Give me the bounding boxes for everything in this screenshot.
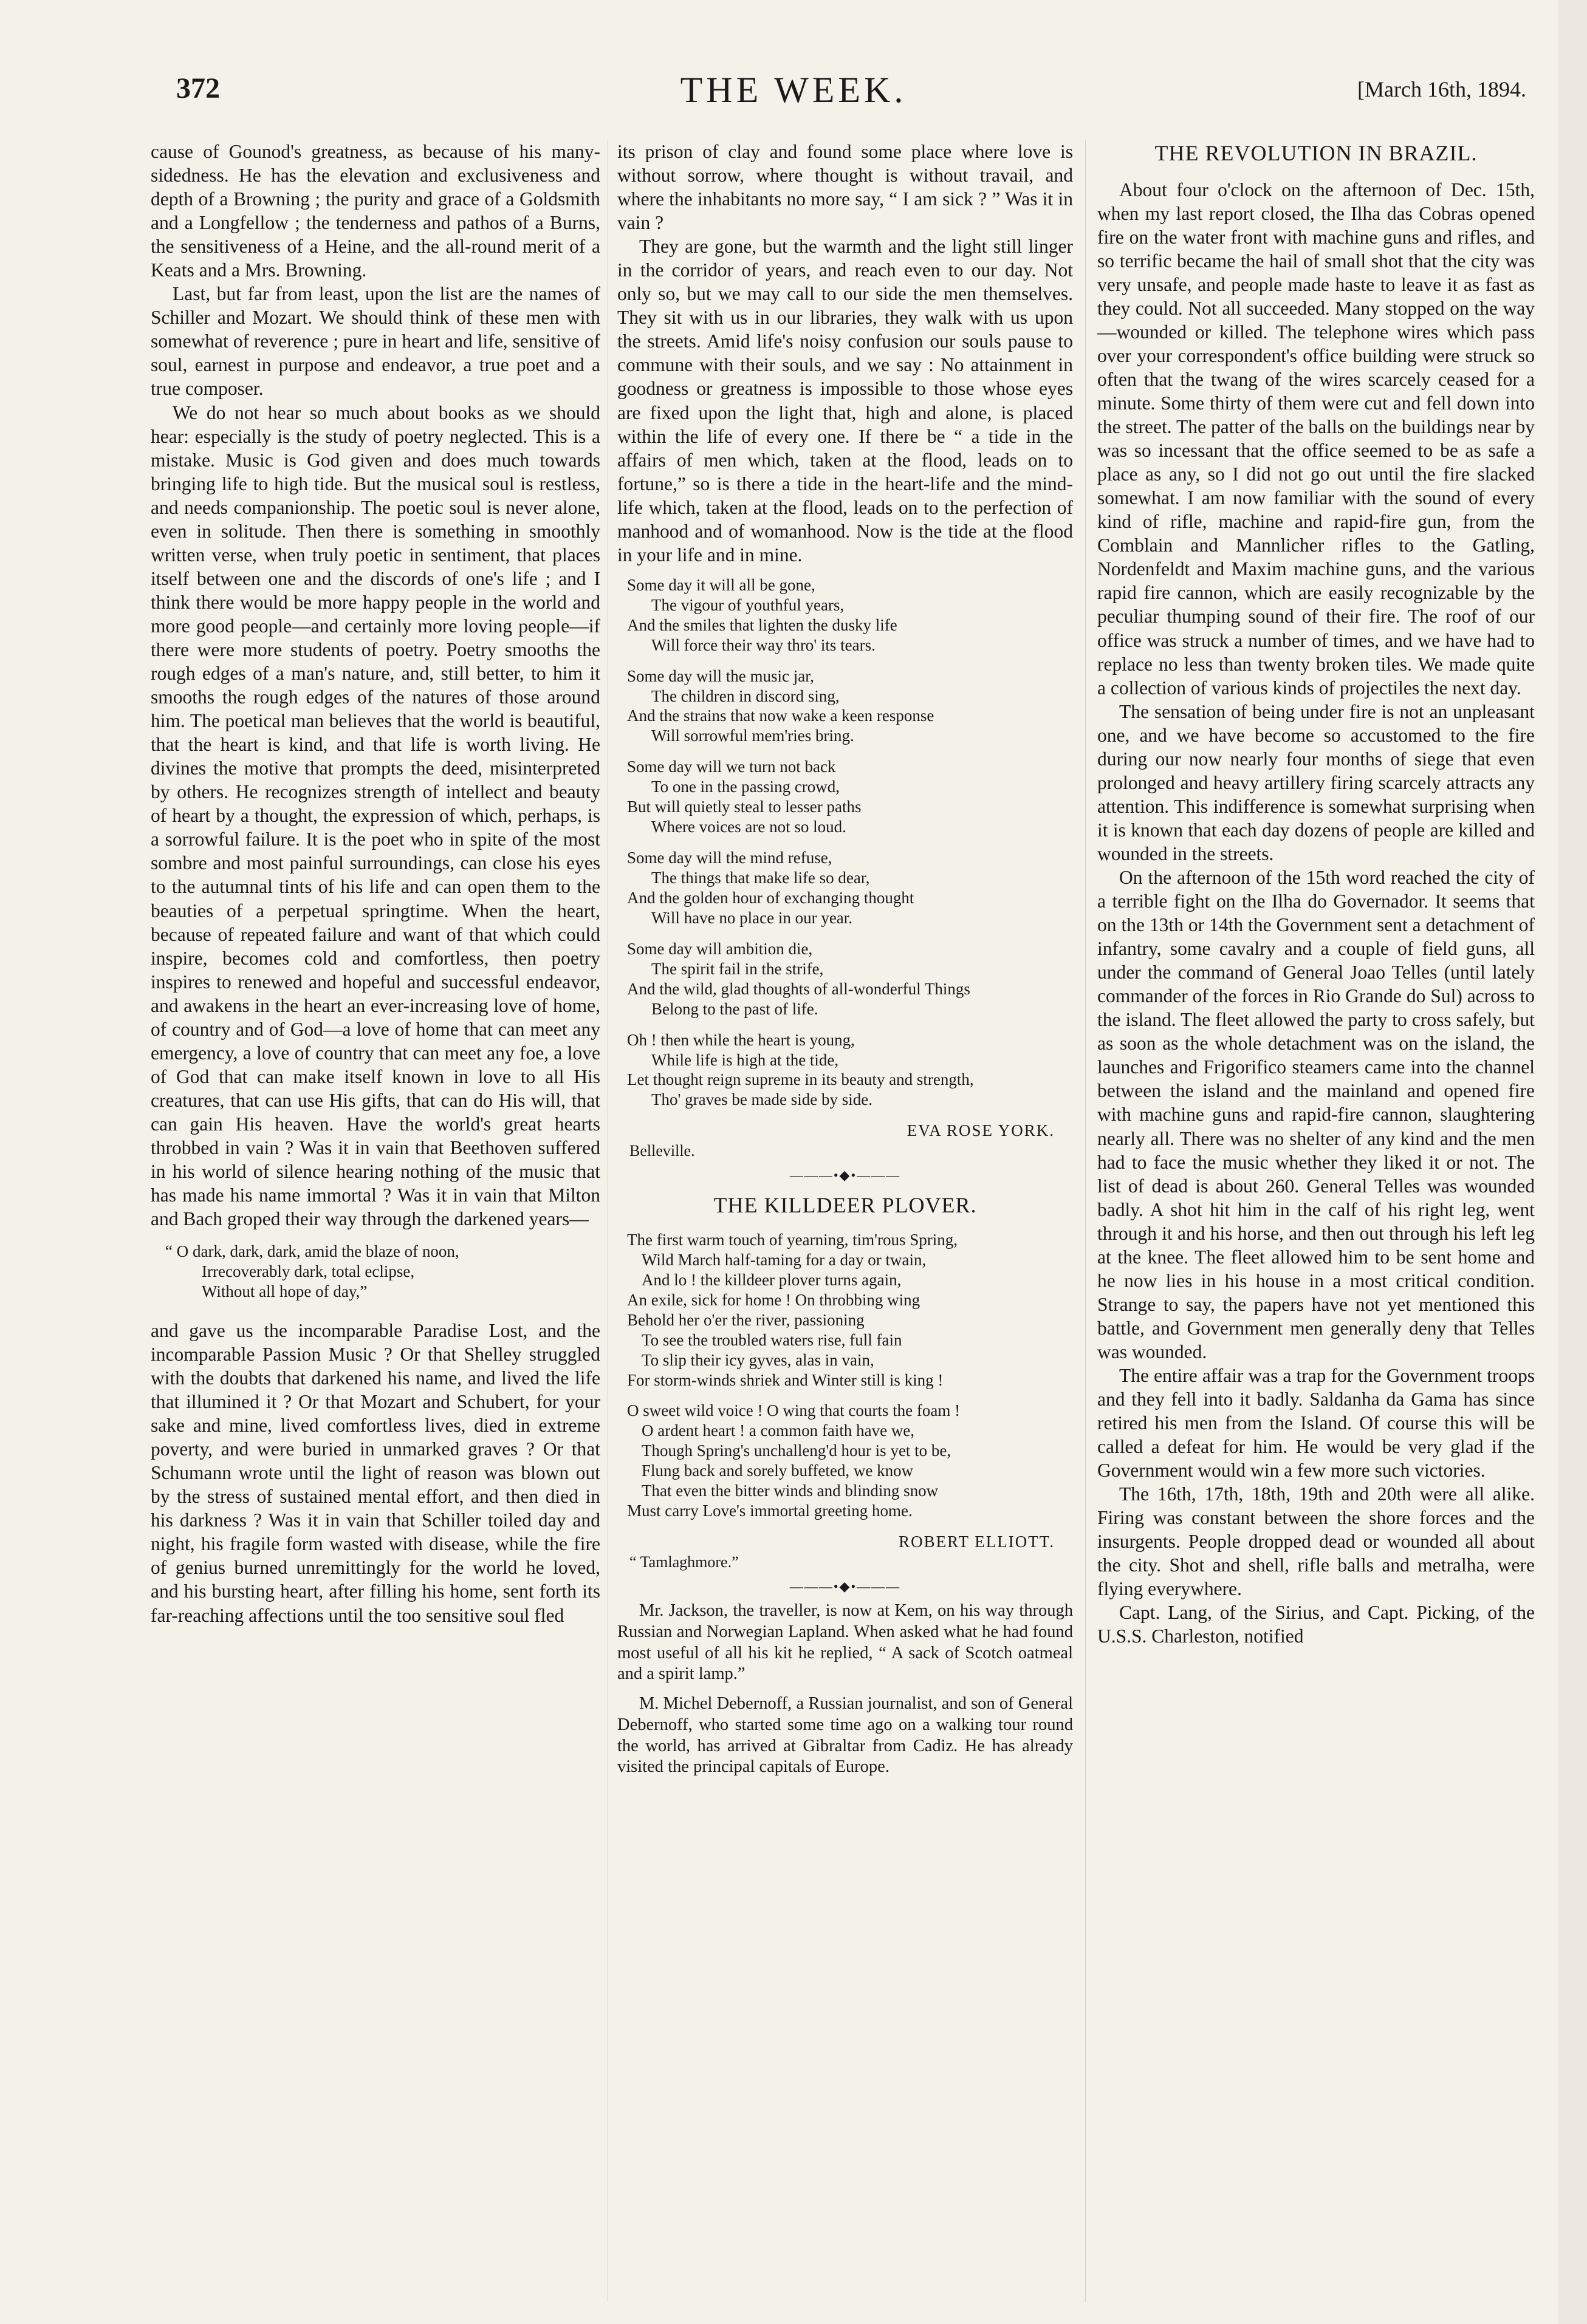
article-heading-killdeer: THE KILLDEER PLOVER.: [713, 1193, 977, 1218]
paragraph: cause of Gounod's greatness, as because of his many-sidedness. He has the elevation and exclusiveness and depth of a Browning ; the purity and grace of a Goldsmith and a Longfellow ; the tenderness and pathos of a Burns, the sensitiveness of a Heine, and the all-round merit of a Keats and a Mrs. Browning.: [151, 141, 600, 281]
block-quote: [165, 1242, 600, 1302]
quote-line: “ O dark, dark, dark, amid the blaze of noon,: [165, 1242, 459, 1261]
poem-line: The things that make life so dear,: [651, 869, 870, 887]
paragraph: About four o'clock on the afternoon of Dec. 15th, when my last report closed, the Ilha das Cobras opened fire on the water front with machine guns and rifles, and so terrific became the hail of small shot that the city was very unsafe, and people made haste to leave it as fast as they could. Not all succeeded. Many stopped on the way—wounded or killed. The telephone wires which pass over your correspondent's office building were struck so often that the twang of the wires scarcely ceased for a minute. Some thirty of them were cut and fell down into the street. The patter of the balls on the buildings near by was so incessant that the office seemed to be as safe a place as any, so I did not go out until the fire slacked somewhat. I am now familiar with the sound of every kind of rifle, machine and rapid-fire gun, from the Comblain and Mannlicher rifles to the Gatling, Nordenfeldt and Maxim machine guns, and the various rapid fire cannon, which are easily recognizable by the peculiar thumping sound of their fire. The roof of our office was struck a number of times, and we have had to replace no less than twenty broken tiles. We made quite a collection of various kinds of projectiles the next day.: [1097, 179, 1535, 699]
column-divider: [1085, 140, 1086, 2302]
stanza: [627, 848, 1073, 928]
poem-line: Some day will we turn not back: [627, 757, 836, 776]
column-2: [617, 140, 1073, 1778]
poem-line: The first warm touch of yearning, tim'rous Spring,: [627, 1230, 958, 1249]
poem-line: Some day it will all be gone,: [627, 575, 815, 594]
poem-killdeer: [627, 1230, 1073, 1521]
poem-line: An exile, sick for home ! On throbbing wing: [627, 1290, 920, 1309]
poem-line: The vigour of youthful years,: [651, 595, 845, 614]
stanza: [627, 575, 1073, 655]
page-number: 372: [176, 72, 220, 104]
poem-line: And the smiles that lighten the dusky life: [627, 615, 897, 634]
poem-line: Will force their way thro' its tears.: [651, 635, 876, 654]
poem-line: And the wild, glad thoughts of all-wonderful Things: [627, 979, 970, 998]
poem-line: Tho' graves be made side by side.: [651, 1090, 873, 1109]
paragraph: They are gone, but the warmth and the light still linger in the corridor of years, and reach even to our day. Not only so, but we may call to our side the men themselves. They sit with us in our libraries, they walk with us upon the streets. Amid life's noisy confusion our souls pause to commune with their souls, and we say : No attainment in goodness or greatness is impossible to those whose eyes are fixed upon the light that, high and alone, is placed within the life of every one. If there be “ a tide in the affairs of men which, taken at the flood, leads on to fortune,” so is there a tide in the heart-life and the mind-life which, taken at the flood, leads on to the perfection of manhood and of womanhood. Now is the tide at the flood in your life and in mine.: [617, 236, 1073, 566]
stanza: [627, 1030, 1073, 1110]
poem-line: To one in the passing crowd,: [651, 778, 840, 796]
paragraph: We do not hear so much about books as we should hear: especially is the study of poetry neglected. This is a mistake. Music is God given and does much towards bringing life to high tide. But the musical soul is restless, and needs companionship. The poetic soul is never alone, even in solitude. Then there is something in smoothly written verse, when truly poetic in sentiment, that places itself between one and the discords of one's life ; and I think there would be more happy people in the world and more good people—and certainly more loving people—if there were more students of poetry. Poetry smooths the rough edges of a man's nature, and, still better, to him it smooths the rough edges of the natures of those around him. The poetical man believes that the world is beautiful, that the heart is kind, and that life is worth living. He divines the motive that prompts the deed, misinterpreted by others. He recognizes strength of intellect and beauty of heart by a thought, the expression of which, perhaps, is a sorrowful failure. It is the poet who in spite of the most sombre and most painful surroundings, can close his eyes to the autumnal tints of his life and can open them to the beauties of a perpetual springtime. When the heart, because of repeated failure and want of that which could inspire, becomes cold and comfortless, then poetry inspires to renewed and hopeful and successful endeavor, and awakens in the heart an ever-increasing love of home, of country and of God—a love of home that can meet any emergency, a love of country that can meet any foe, a love of God that can make itself known in love to all His creatures, that can use His gifts, that can do His will, that can gain His heaven. Have the world's great hearts throbbed in vain ? Was it in vain that Beethoven suffered in his world of silence hearing nothing of the music that has made his name immortal ? Was it in vain that Milton and Bach groped their way through the darkened years—: [151, 402, 600, 1230]
poem-line: Flung back and sorely buffeted, we know: [642, 1461, 914, 1480]
page-header: [0, 72, 1587, 120]
poem-line: The children in discord sing,: [651, 686, 840, 705]
poem-line: O sweet wild voice ! O wing that courts the foam !: [627, 1401, 961, 1420]
paragraph: On the afternoon of the 15th word reached the city of a terrible fight on the Ilha do Governador. It seems that on the 13th or 14th the Government sent a detachment of infantry, some cavalry and a couple of field guns, all under the command of General Joao Telles (until lately commander of the forces in Rio Grande do Sul) across to the island. The fleet allowed the party to cross safely, but as soon as the whole detachment was on the island, the launches and Frigorifico steamers came into the channel between the island and the mainland and opened fire with machine guns and rapid-fire cannon, slaughtering nearly all. There was no shelter of any kind and the men had to face the music whether they liked it or not. The list of dead is about 260. General Telles was wounded badly. A shot hit him in the calf of his right leg, went through it and his horse, and then out through his left leg at the knee. The fleet allowed him to be sent home and he now lies in his house in a most critical condition. Strange to say, the papers have not yet mentioned this battle, and Government men generally deny that Telles was wounded.: [1097, 866, 1535, 1362]
poem-line: O ardent heart ! a common faith have we,: [642, 1421, 915, 1440]
paragraph: The 16th, 17th, 18th, 19th and 20th were all alike. Firing was constant between the shore forces and the insurgents. People dropped dead or wounded all about the city. Shot and shell, rifle balls and metralha, were flying everywhere.: [1097, 1483, 1535, 1600]
poem-line: And the strains that now wake a keen response: [627, 706, 934, 725]
poem-some-day: [627, 575, 1073, 1110]
poem-line: And the golden hour of exchanging thought: [627, 888, 914, 907]
stanza: [627, 1401, 1073, 1521]
paragraph: and gave us the incomparable Paradise Lost, and the incomparable Passion Music ? Or that Shelley struggled with the doubts that darkened his name, and lived the life that illumined it ? Or that Mozart and Schubert, for your sake and mine, lived comfortless lives, died in extreme poverty, and were buried in unmarked graves ? Or that Schumann wrote until the light of reason was blown out by the stress of sustained mental effort, and then died in his darkness ? Was it in vain that Schiller toiled day and night, his fragile form wasted with disease, while the fire of genius burned unremittingly for the world he loved, and his bursting heart, after filling his home, sent forth its far-reaching affections until the too sensitive soul fled: [151, 1319, 600, 1626]
news-note: M. Michel Debernoff, a Russian journalist, and son of General Debernoff, who started some time ago on a walking tour round the world, has arrived at Gibraltar from Cadiz. He has already visited the principal capitals of Europe.: [617, 1694, 1073, 1777]
poem-line: Belong to the past of life.: [651, 999, 818, 1018]
quote-line: Irrecoverably dark, total eclipse,: [202, 1262, 415, 1281]
publication-title: THE WEEK.: [680, 70, 907, 110]
section-divider: ———•◆•———: [789, 1167, 901, 1183]
poem-line: The spirit fail in the strife,: [651, 959, 824, 978]
stanza: [627, 1230, 1073, 1390]
poem-line: Wild March half-taming for a day or twain,: [642, 1250, 927, 1269]
news-note: Mr. Jackson, the traveller, is now at Kem, on his way through Russian and Norwegian Lapland. When asked what he had found most useful of all his kit he replied, “ A sack of Scotch oatmeal and a spirit lamp.”: [617, 1601, 1073, 1684]
paragraph: Last, but far from least, upon the list are the names of Schiller and Mozart. We should think of these men with somewhat of reverence ; pure in heart and life, sensitive of soul, earnest in purpose and endeavor, a true poet and a true composer.: [151, 283, 600, 400]
poem-author: ROBERT ELLIOTT.: [899, 1533, 1055, 1551]
poem-line: Will have no place in our year.: [651, 908, 853, 927]
poem-line: Oh ! then while the heart is young,: [627, 1030, 855, 1049]
poem-line: For storm-winds shriek and Winter still is king !: [627, 1370, 944, 1389]
issue-date: [March 16th, 1894.: [1357, 77, 1526, 101]
poem-line: Will sorrowful mem'ries bring.: [651, 726, 854, 745]
poem-line: To see the troubled waters rise, full fain: [642, 1330, 902, 1349]
poem-line: Behold her o'er the river, passioning: [627, 1310, 865, 1329]
poem-place: “ Tamlaghmore.”: [629, 1553, 739, 1571]
article-heading-brazil: THE REVOLUTION IN BRAZIL.: [1154, 141, 1478, 165]
paragraph: The sensation of being under fire is not an unpleasant one, and we have become so accustomed to the fire during our now nearly four months of siege that even prolonged and heavy artillery firing scarcely attracts any attention. This indifference is somewhat surprising when it is known that each day dozens of people are killed and wounded in the streets.: [1097, 700, 1535, 864]
poem-author: EVA ROSE YORK.: [907, 1121, 1055, 1140]
poem-place: Belleville.: [629, 1141, 695, 1160]
page-edge: [1558, 0, 1587, 2324]
stanza: [627, 939, 1073, 1019]
stanza: [627, 757, 1073, 837]
poem-line: Let thought reign supreme in its beauty and strength,: [627, 1070, 974, 1089]
poem-line: Some day will ambition die,: [627, 939, 813, 958]
poem-line: That even the bitter winds and blinding snow: [642, 1482, 939, 1500]
poem-line: Where voices are not so loud.: [651, 818, 846, 836]
paragraph: its prison of clay and found some place where love is without sorrow, where thought is without travail, and where the inhabitants no more say, “ I am sick ? ” Was it in vain ?: [617, 141, 1073, 234]
poem-line: To slip their icy gyves, alas in vain,: [642, 1350, 874, 1369]
poem-line: While life is high at the tide,: [651, 1050, 839, 1069]
poem-line: Though Spring's unchalleng'd hour is yet to be,: [642, 1441, 951, 1460]
poem-line: But will quietly steal to lesser paths: [627, 798, 862, 816]
poem-line: And lo ! the killdeer plover turns again,: [642, 1270, 902, 1289]
section-divider: ———•◆•———: [789, 1578, 901, 1594]
column-1: [151, 140, 600, 1627]
poem-line: Must carry Love's immortal greeting home.: [627, 1502, 913, 1520]
column-3: [1097, 140, 1535, 1649]
stanza: [627, 666, 1073, 747]
paragraph: The entire affair was a trap for the Government troops and they fell into it badly. Saldanha da Gama has since retired his men from the Island. Of course this will be called a defeat for him. He would be very glad if the Government would win a few more such victories.: [1097, 1364, 1535, 1482]
poem-line: Some day will the mind refuse,: [627, 849, 832, 867]
paragraph: Capt. Lang, of the Sirius, and Capt. Picking, of the U.S.S. Charleston, notified: [1097, 1602, 1535, 1647]
quote-line: Without all hope of day,”: [202, 1282, 368, 1301]
poem-line: Some day will the music jar,: [627, 666, 814, 685]
